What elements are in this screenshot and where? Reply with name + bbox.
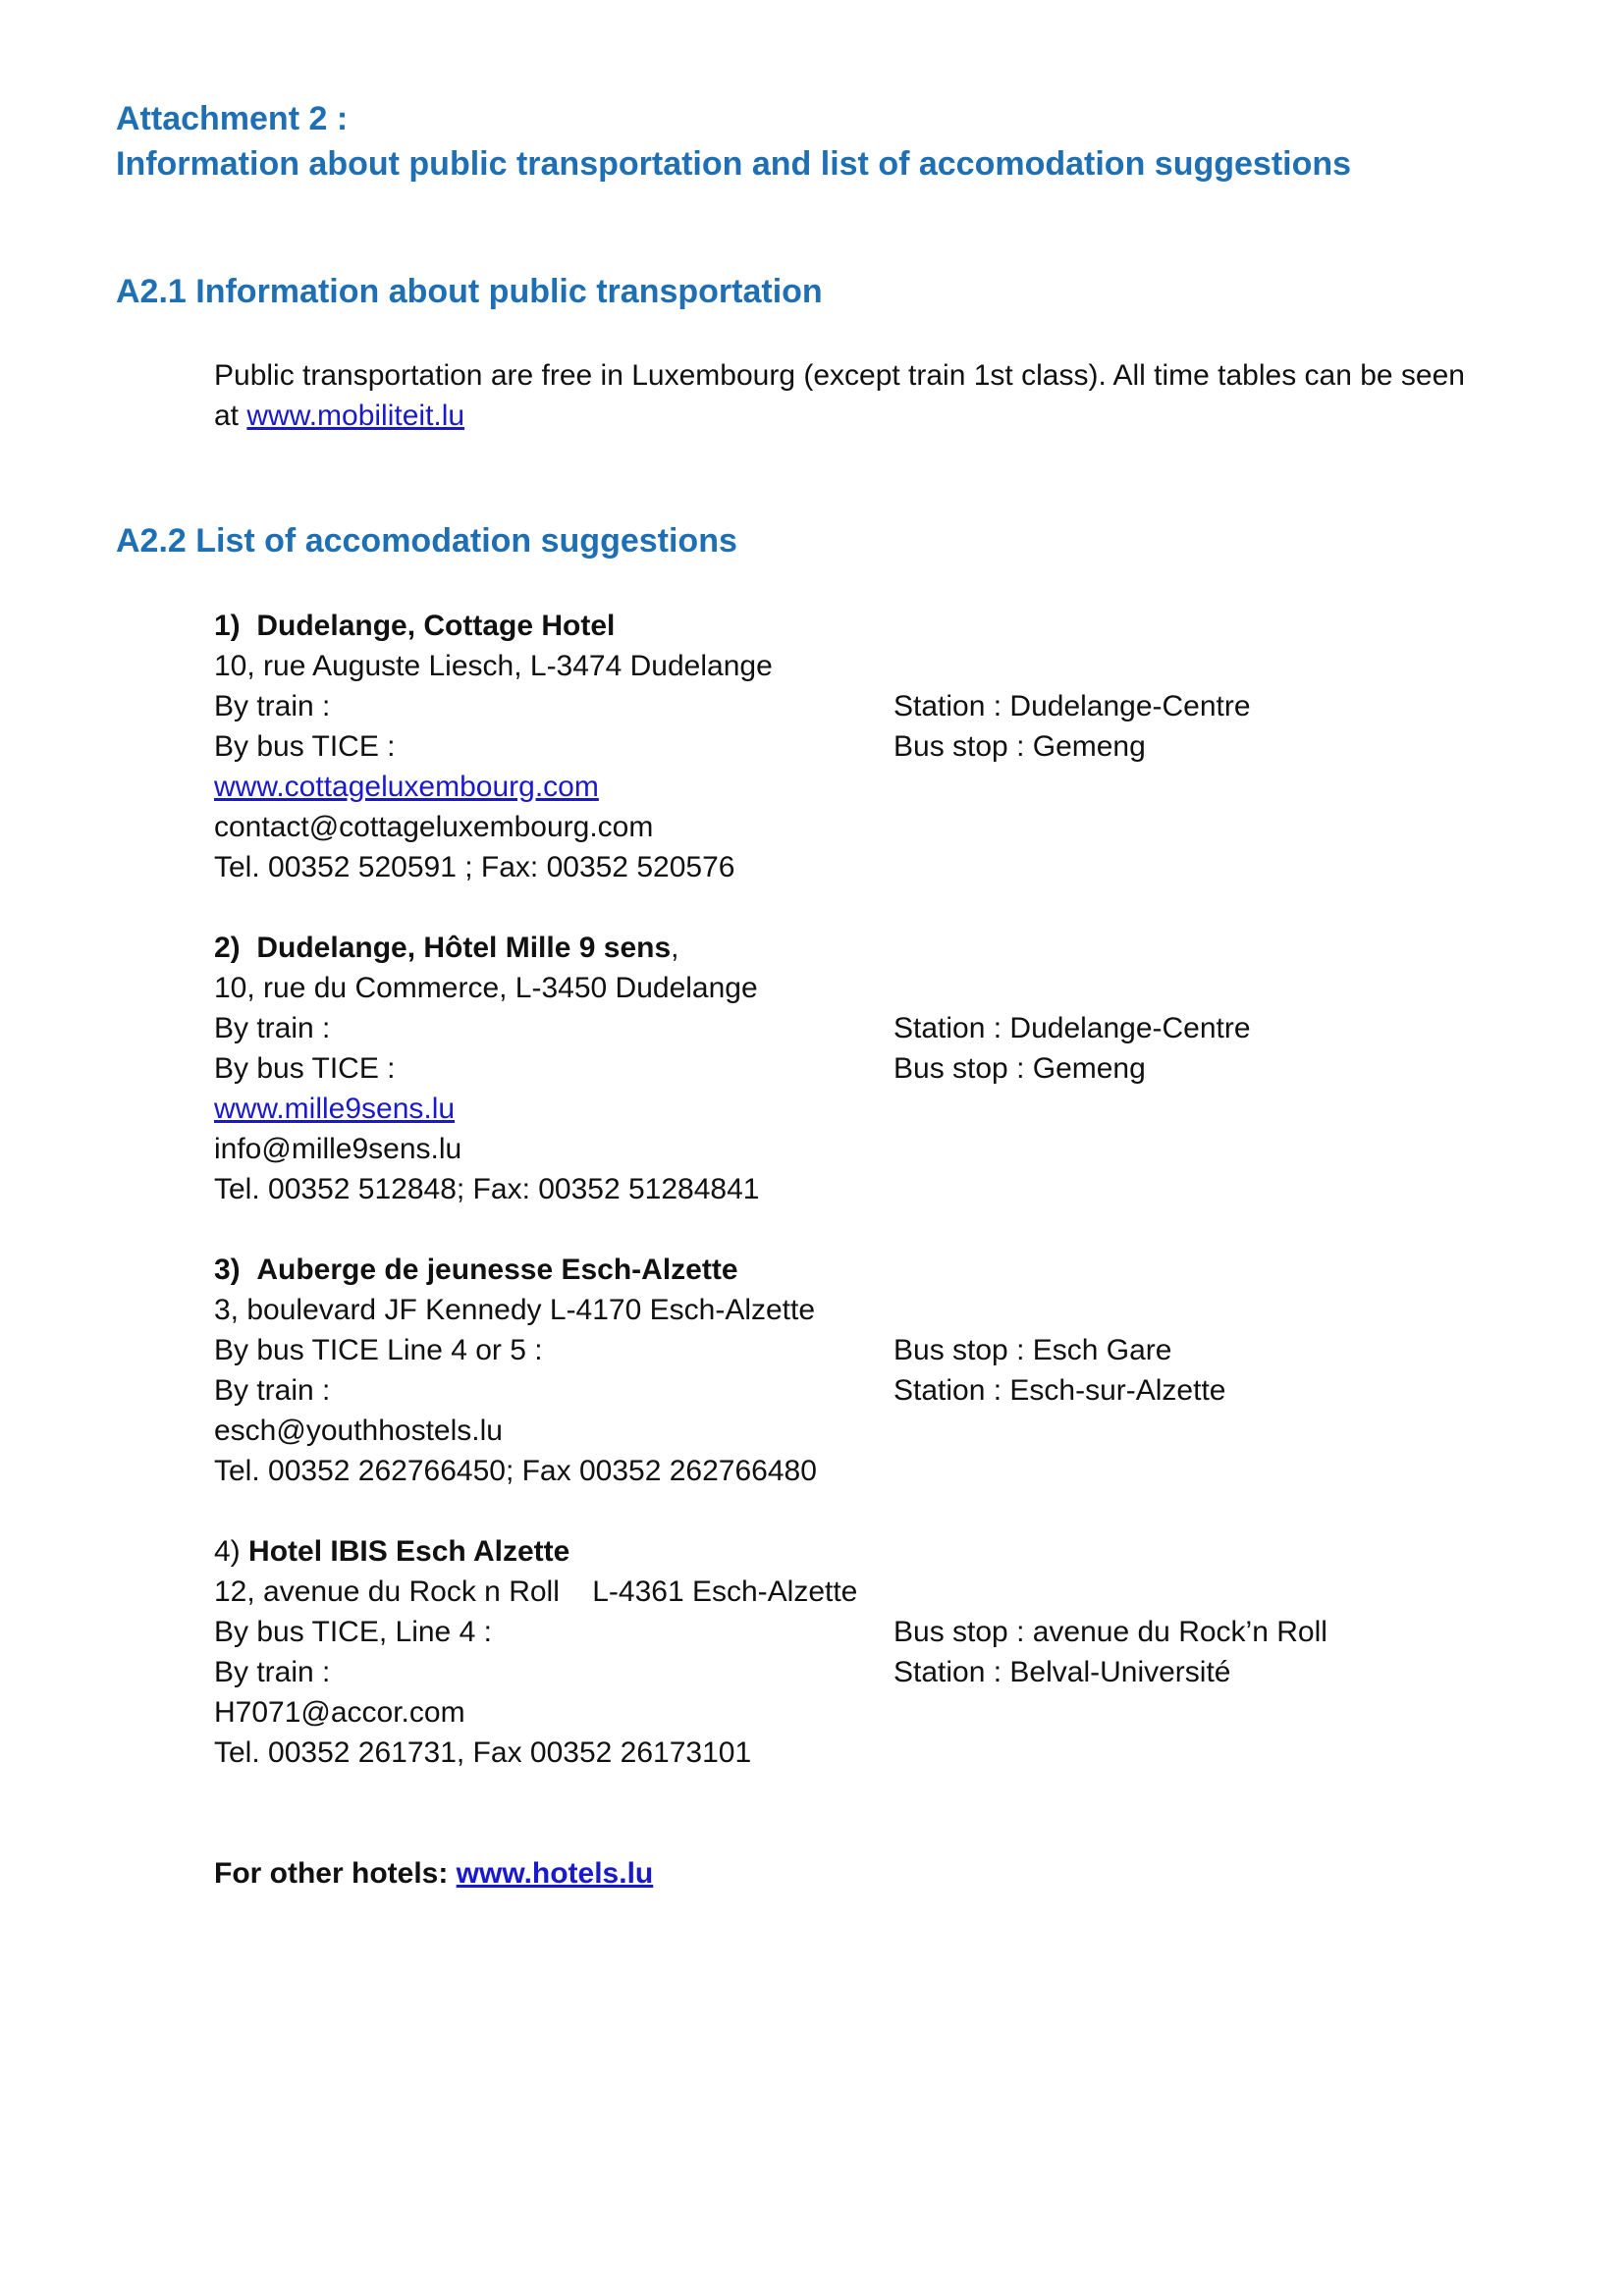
- section2-heading: A2.2 List of accomodation suggestions: [116, 522, 737, 560]
- hotel-1-tel: Tel. 00352 520591 ; Fax: 00352 520576: [214, 851, 735, 883]
- section1-text-prefix: at: [214, 400, 247, 432]
- hotel-2-tel: Tel. 00352 512848; Fax: 00352 51284841: [214, 1173, 760, 1205]
- section1-text-line2: [214, 396, 464, 436]
- hotel-4-row2-label: By train :: [214, 1656, 331, 1688]
- hotel-4-row2-value: Station : Belval-Université: [893, 1656, 1231, 1688]
- hotel-3-title: [214, 1250, 738, 1290]
- hotel-1-website-link[interactable]: www.cottageluxembourg.com: [214, 771, 599, 803]
- other-hotels-label: For other hotels:: [214, 1857, 457, 1890]
- hotel-3-row2-value: Station : Esch-sur-Alzette: [893, 1374, 1226, 1407]
- hotel-4-email: H7071@accor.com: [214, 1696, 465, 1729]
- hotel-3-name: Auberge de jeunesse Esch-Alzette: [256, 1254, 738, 1286]
- hotel-4-title: [214, 1531, 569, 1572]
- hotel-1-title: [214, 606, 615, 646]
- hotel-2-row2-label: By bus TICE :: [214, 1052, 396, 1085]
- hotel-2-title: [214, 928, 678, 968]
- hotel-1-name: Dudelange, Cottage Hotel: [256, 610, 616, 642]
- hotel-4-number: 4): [214, 1535, 241, 1568]
- hotel-3-row1-value: Bus stop : Esch Gare: [893, 1334, 1172, 1366]
- hotels-lu-link[interactable]: www.hotels.lu: [456, 1857, 654, 1890]
- hotel-4-tel: Tel. 00352 261731, Fax 00352 26173101: [214, 1736, 752, 1769]
- hotel-1-email: contact@cottageluxembourg.com: [214, 811, 654, 843]
- hotel-1-row2-value: Bus stop : Gemeng: [893, 730, 1146, 763]
- hotel-3-row1-label: By bus TICE Line 4 or 5 :: [214, 1334, 543, 1366]
- section1-heading: A2.1 Information about public transportation: [116, 273, 823, 310]
- hotel-3-address: 3, boulevard JF Kennedy L-4170 Esch-Alzette: [214, 1294, 816, 1326]
- hotel-2-row1-value: Station : Dudelange-Centre: [893, 1012, 1251, 1044]
- attachment-title: Attachment 2 :: [116, 100, 349, 137]
- hotel-1-address: 10, rue Auguste Liesch, L-3474 Dudelange: [214, 650, 773, 682]
- hotel-4-row1-value: Bus stop : avenue du Rock’n Roll: [893, 1616, 1327, 1648]
- hotel-2-email: info@mille9sens.lu: [214, 1133, 462, 1165]
- hotel-2-number: 2): [214, 932, 241, 964]
- hotel-2-name: Dudelange, Hôtel Mille 9 sens: [256, 932, 672, 964]
- hotel-1-number: 1): [214, 610, 241, 642]
- hotel-3-row2-label: By train :: [214, 1374, 331, 1407]
- hotel-4-row1-label: By bus TICE, Line 4 :: [214, 1616, 492, 1648]
- hotel-1-row1-label: By train :: [214, 690, 331, 722]
- other-hotels-line: [214, 1853, 653, 1894]
- hotel-2-row1-label: By train :: [214, 1012, 331, 1044]
- hotel-2-row2-value: Bus stop : Gemeng: [893, 1052, 1146, 1085]
- hotel-4-address: 12, avenue du Rock n Roll L-4361 Esch-Alzette: [214, 1575, 858, 1608]
- section1-text-line1: Public transportation are free in Luxembourg (except train 1st class). All time tables can be seen: [214, 359, 1465, 392]
- hotel-3-tel: Tel. 00352 262766450; Fax 00352 262766480: [214, 1455, 817, 1487]
- hotel-3-number: 3): [214, 1254, 241, 1286]
- hotel-1-row2-label: By bus TICE :: [214, 730, 396, 763]
- mobiliteit-link[interactable]: www.mobiliteit.lu: [246, 400, 465, 432]
- hotel-2-website-link[interactable]: www.mille9sens.lu: [214, 1093, 456, 1125]
- hotel-1-row1-value: Station : Dudelange-Centre: [893, 690, 1251, 722]
- hotel-3-email: esch@youthhostels.lu: [214, 1415, 503, 1447]
- hotel-2-name-suffix: ,: [671, 932, 679, 964]
- attachment-subtitle: Information about public transportation and list of accomodation suggestions: [116, 145, 1352, 183]
- hotel-4-name: Hotel IBIS Esch Alzette: [248, 1535, 570, 1568]
- hotel-2-address: 10, rue du Commerce, L-3450 Dudelange: [214, 972, 758, 1004]
